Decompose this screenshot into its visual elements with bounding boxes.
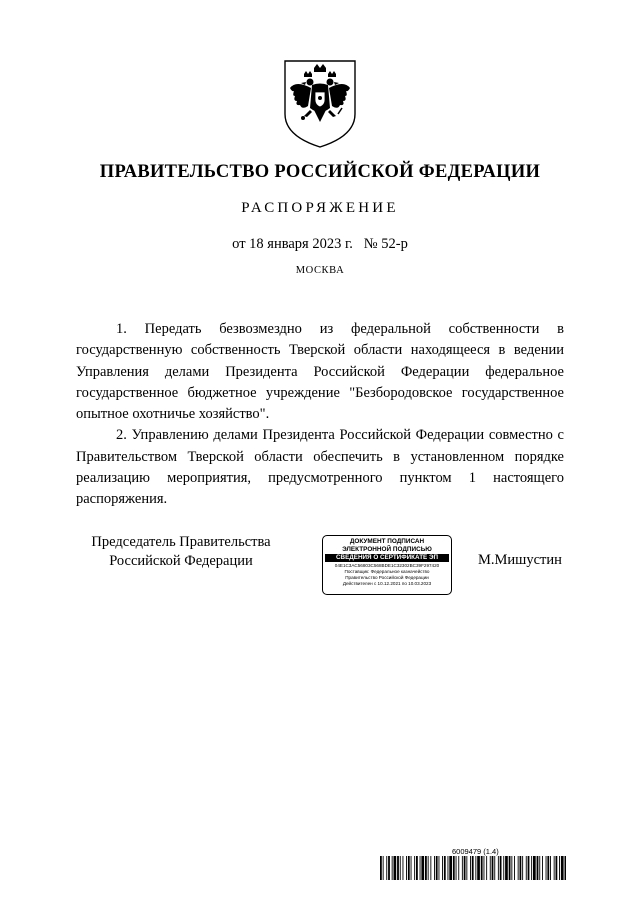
document-body	[76, 319, 564, 511]
stamp-line2: ЭЛЕКТРОННОЙ ПОДПИСЬЮ	[342, 545, 432, 553]
stamp-certificate-header: СВЕДЕНИЯ О СЕРТИФИКАТЕ ЭП	[325, 554, 449, 562]
paragraph-1: 1. Передать безвозмездно из федеральной собственности в государственную собственность Тверской области находящееся в ведении Управления делами Президента Российской Федерации федеральное государственное бюджетное учреждение "Безбородовское государственное опытное охотничье хозяйство".	[76, 321, 564, 423]
signer-position-line2: Российской Федерации	[109, 553, 253, 569]
paragraph-2: 2. Управлению делами Президента Российской Федерации совместно с Правительством Тверской области обеспечить в установленном порядке реализацию мероприятия, предусмотренного пунктом 1 настоящего распоряжения.	[76, 427, 564, 508]
signer-position-line1: Председатель Правительства	[91, 534, 271, 550]
signer-position	[76, 533, 286, 571]
document-number: № 52-р	[363, 236, 408, 252]
stamp-serial: 04E1C3AC56803C568BDE1C32302BC39F297420	[334, 563, 440, 568]
document-type: РАСПОРЯЖЕНИЕ	[241, 200, 399, 216]
stamp-line1: ДОКУМЕНТ ПОДПИСАН	[349, 538, 425, 545]
document-city: МОСКВА	[295, 265, 345, 276]
electronic-signature-stamp	[322, 535, 452, 595]
stamp-owner: Правительство Российской Федерации	[345, 575, 429, 581]
coat-of-arms-icon	[282, 58, 358, 150]
barcode-icon	[380, 856, 566, 880]
stamp-owner-label: Поставщик: Федеральное казначейство	[344, 569, 430, 575]
barcode-number: 6009479 (1.4)	[452, 847, 499, 856]
stamp-validity: Действителен с 10.12.2021 по 10.03.2023	[342, 581, 432, 587]
government-title: ПРАВИТЕЛЬСТВО РОССИЙСКОЙ ФЕДЕРАЦИИ	[99, 162, 541, 182]
document-date-line	[0, 236, 640, 253]
signer-name: М.Мишустин	[478, 552, 562, 568]
document-date: от 18 января 2023 г.	[232, 236, 353, 252]
